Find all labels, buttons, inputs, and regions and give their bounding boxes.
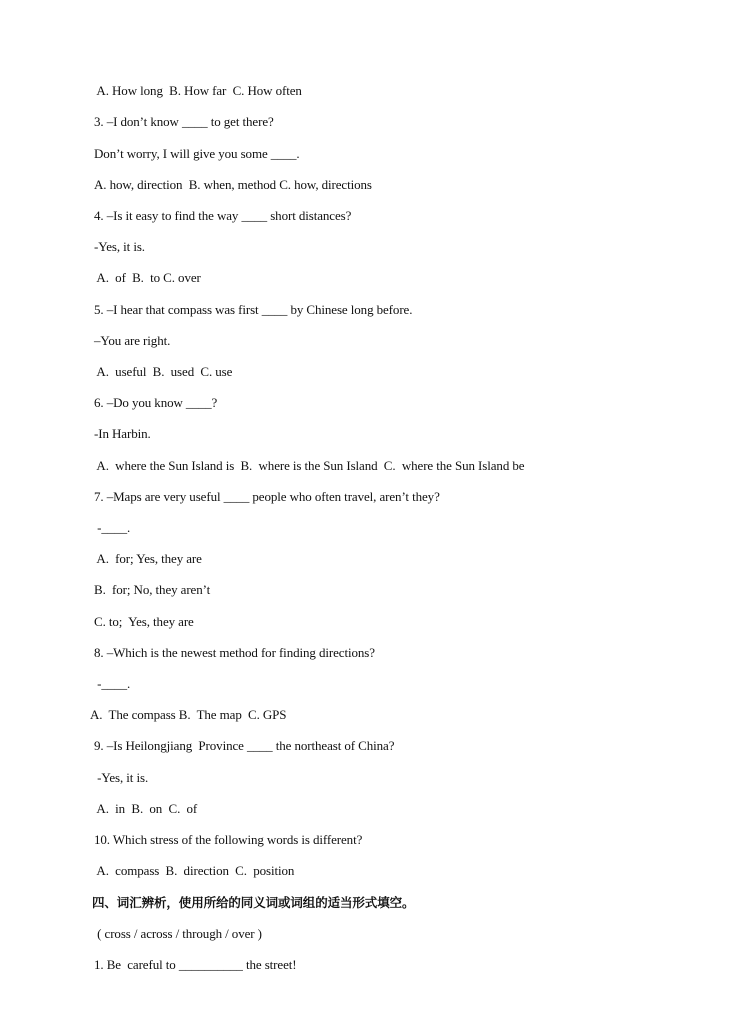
q9-options: A. in B. on C. of: [94, 801, 198, 816]
q10-question: 10. Which stress of the following words is different?: [94, 832, 363, 847]
q8-response: -____.: [94, 676, 131, 691]
q4-response: -Yes, it is.: [94, 239, 145, 254]
q7-option-c: C. to; Yes, they are: [94, 614, 194, 629]
q7-question: 7. –Maps are very useful ____ people who often travel, aren’t they?: [94, 489, 440, 504]
q4-options: A. of B. to C. over: [94, 270, 201, 285]
section-four-heading: 四、词汇辨析，使用所给的同义词或词组的适当形式填空。: [92, 895, 415, 910]
q9-question: 9. –Is Heilongjiang Province ____ the northeast of China?: [94, 738, 395, 753]
q3-options: A. how, direction B. when, method C. how, directions: [94, 177, 372, 192]
q5-options: A. useful B. used C. use: [94, 364, 233, 379]
q7-option-b: B. for; No, they aren’t: [94, 582, 211, 597]
fill-blank-1: 1. Be careful to __________ the street!: [94, 957, 297, 972]
q3-question: 3. –I don’t know ____ to get there?: [94, 114, 274, 129]
q8-options: A. The compass B. The map C. GPS: [90, 707, 287, 722]
q5-question: 5. –I hear that compass was first ____ by Chinese long before.: [94, 302, 413, 317]
q3-response: Don’t worry, I will give you some ____.: [94, 146, 300, 161]
q7-response: -____.: [94, 520, 131, 535]
q6-response: -In Harbin.: [94, 426, 151, 441]
q2-options: A. How long B. How far C. How often: [94, 83, 302, 98]
q10-options: A. compass B. direction C. position: [94, 863, 295, 878]
q7-option-a: A. for; Yes, they are: [94, 551, 202, 566]
q5-response: –You are right.: [94, 333, 171, 348]
word-bank: ( cross / across / through / over ): [94, 926, 262, 941]
q4-question: 4. –Is it easy to find the way ____ short distances?: [94, 208, 352, 223]
q6-options: A. where the Sun Island is B. where is the Sun Island C. where the Sun Island be: [94, 458, 525, 473]
q9-response: -Yes, it is.: [94, 770, 149, 785]
q6-question: 6. –Do you know ____?: [94, 395, 218, 410]
q8-question: 8. –Which is the newest method for finding directions?: [94, 645, 375, 660]
